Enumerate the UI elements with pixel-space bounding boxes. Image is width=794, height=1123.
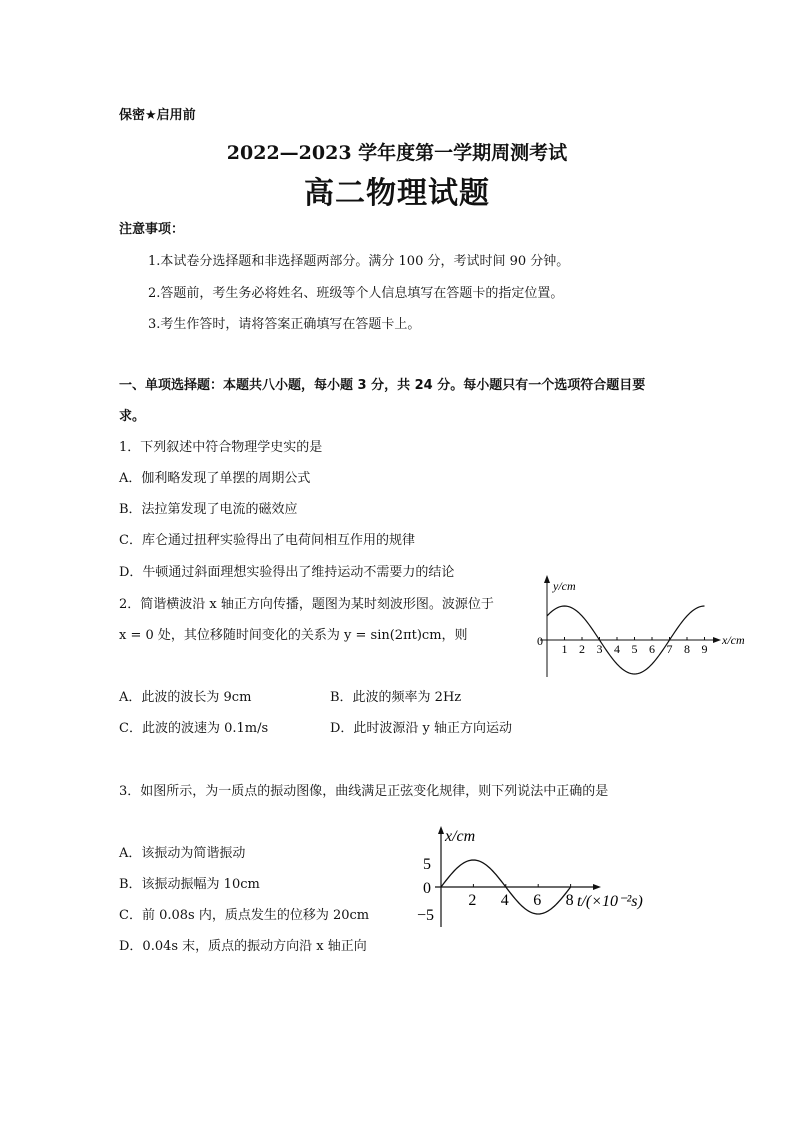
q3-stem: 3．如图所示，为一质点的振动图像，曲线满足正弦变化规律，则下列说法中正确的是 (119, 784, 609, 799)
page-title: 高二物理试题 (304, 176, 490, 211)
q3-y-tick: −5 (417, 907, 435, 924)
q2-y-arrow (544, 575, 550, 583)
q2-x-tick-label: 2 (579, 642, 585, 656)
q2-x-tick-label: 8 (684, 642, 690, 656)
q3-x-tick-label: 8 (565, 892, 574, 909)
q3-option-c: C．前 0.08s 内，质点发生的位移为 20cm (119, 908, 370, 923)
q2-option-c: C．此波的波速为 0.1m/s (119, 721, 269, 736)
q3-x-tick-label: 2 (468, 892, 477, 909)
q2-origin-label: 0 (537, 634, 543, 648)
q1-option-b: B．法拉第发现了电流的磁效应 (119, 502, 298, 517)
notes-heading: 注意事项： (119, 222, 185, 237)
q2-x-arrow (713, 637, 721, 643)
q3-x-tick-label: 6 (533, 892, 542, 909)
q3-vibration-graph (405, 822, 665, 932)
q1-option-c: C．库仑通过扭秤实验得出了电荷间相互作用的规律 (119, 533, 415, 548)
q2-x-tick-label: 7 (666, 642, 673, 656)
section-heading-cont: 求。 (119, 409, 146, 424)
q2-stem-line1: 2．简谐横波沿 x 轴正方向传播，题图为某时刻波形图。波源位于 (119, 597, 494, 612)
q3-x-arrow (593, 884, 601, 890)
q2-x-tick-label: 4 (614, 642, 620, 656)
q2-option-b: B．此波的频率为 2Hz (330, 690, 462, 705)
q2-x-tick-label: 9 (701, 642, 708, 656)
q2-option-d: D．此时波源沿 y 轴正方向运动 (330, 721, 513, 736)
q3-y-arrow (438, 826, 444, 834)
q3-option-d: D．0.04s 末，质点的振动方向沿 x 轴正向 (119, 939, 367, 954)
note-item: 3.考生作答时，请将答案正确填写在答题卡上。 (148, 317, 421, 332)
secret-mark: 保密★启用前 (119, 108, 196, 123)
q2-x-tick-label: 3 (596, 642, 603, 656)
q1-option-a: A．伽利略发现了单摆的周期公式 (119, 471, 311, 486)
q2-x-label: x/cm (722, 633, 745, 647)
section-heading: 一、单项选择题：本题共八小题，每小题 3 分，共 24 分。每小题只有一个选项符合题目要 (119, 378, 646, 393)
note-item: 1.本试卷分选择题和非选择题两部分。满分 100 分，考试时间 90 分钟。 (148, 254, 570, 269)
note-item: 2.答题前，考生务必将姓名、班级等个人信息填写在答题卡的指定位置。 (148, 286, 564, 301)
q3-x-tick-label: 4 (500, 892, 509, 909)
q3-option-b: B．该振动振幅为 10cm (119, 877, 260, 892)
q2-wave-graph (530, 572, 755, 682)
q2-y-label: y/cm (553, 579, 576, 593)
q2-x-tick-label: 6 (649, 642, 655, 656)
q3-y-tick: 5 (423, 856, 431, 873)
q3-x-label: t/(×10⁻²s) (577, 893, 643, 910)
q3-y-tick: 0 (423, 880, 431, 897)
q3-y-label: x/cm (445, 828, 476, 845)
q3-option-a: A．该振动为简谐振动 (119, 846, 246, 861)
exam-header: 2022—2023 学年度第一学期周测考试 (226, 142, 568, 164)
q2-stem-line2: x = 0 处，其位移随时间变化的关系为 y = sin(2πt)cm，则 (119, 628, 468, 643)
q2-x-tick-label: 5 (631, 642, 638, 656)
q1-option-d: D．牛顿通过斜面理想实验得出了维持运动不需要力的结论 (119, 565, 455, 580)
q2-x-tick-label: 1 (561, 642, 568, 656)
q2-option-a: A．此波的波长为 9cm (119, 690, 252, 705)
q1-stem: 1．下列叙述中符合物理学史实的是 (119, 440, 323, 455)
